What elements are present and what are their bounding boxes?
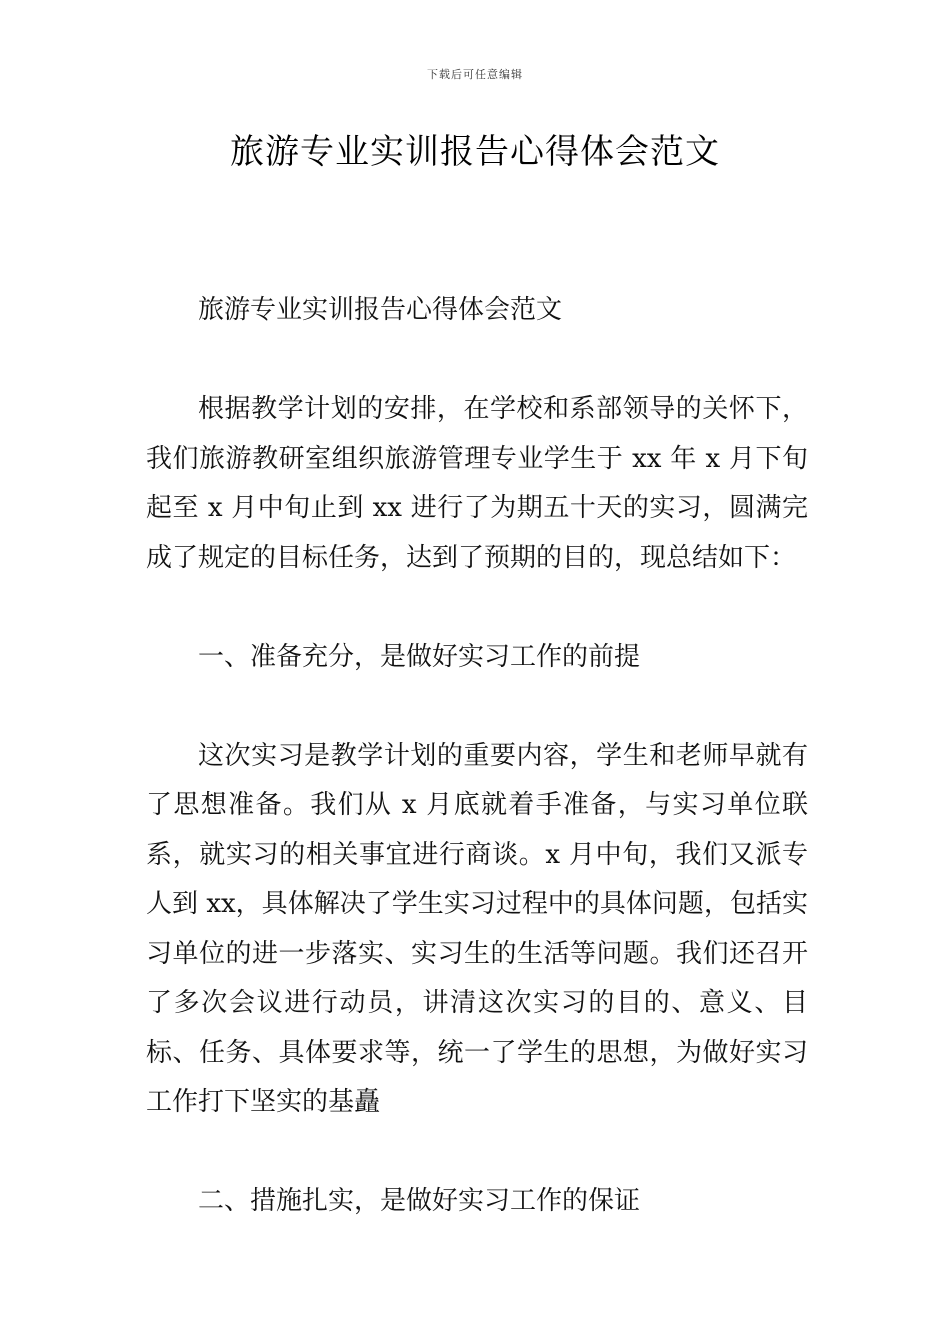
section-heading-1: 一、准备充分，是做好实习工作的前提 [198,641,641,672]
paragraph-gap [146,1128,808,1178]
paragraph-subtitle: 旅游专业实训报告心得体会范文 [198,295,563,325]
document-title: 旅游专业实训报告心得体会范文 [230,132,720,172]
section-heading-2: 二、措施扎实，是做好实习工作的保证 [198,1186,641,1216]
paragraph-preparation: 这次实习是教学计划的重要内容，学生和老师早就有了思想准备。我们从 x 月底就着手准备，与实习单位联系，就实习的相关事宜进行商谈。x 月中旬，我们又派专人到 xx，具体解决了学生实习过程中的具体问题，包括实习单位的进一步落实、实习生的生活等问题。我们还召开了多次会议进行动员，讲清这次实习的目的、意义、目标、任务、具体要求等，统一了学生的思想，为做好实习工作打下坚实的基矗 [146,740,808,1117]
document-body [146,286,808,1227]
paragraph-intro: 根据教学计划的安排，在学校和系部领导的关怀下，我们旅游教研室组织旅游管理专业学生于 xx 年 x 月下旬起至 x 月中旬止到 xx 进行了为期五十天的实习，圆满完成了规定的目标任务，达到了预期的目的，现总结如下： [146,394,808,573]
header-note: 下载后可任意编辑 [427,68,523,81]
paragraph-gap [146,682,808,732]
paragraph-gap [146,336,808,386]
paragraph-gap [146,583,808,633]
